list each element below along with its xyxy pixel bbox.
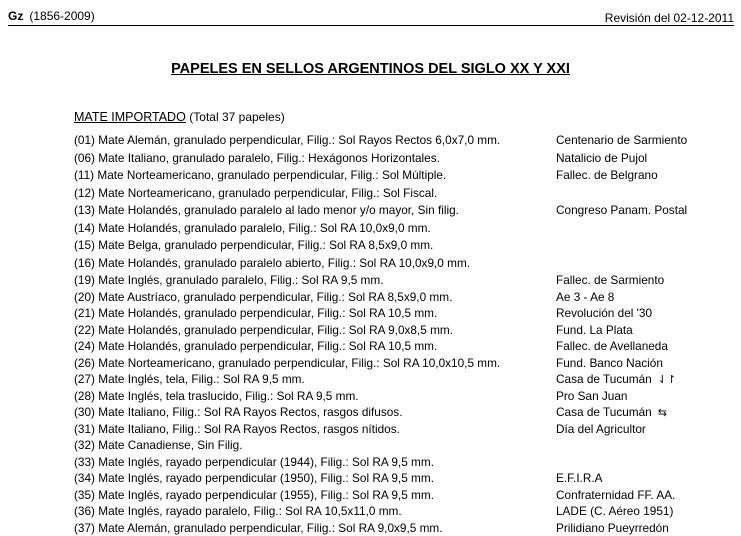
stamp-label: Fallec. de Avellaneda <box>556 339 668 353</box>
list-item <box>74 132 734 150</box>
paper-description: (28) Mate Inglés, tela traslucido, Filig.: Sol RA 9,5 mm. <box>74 388 359 405</box>
stamp-label: LADE (C. Aéreo 1951) <box>556 504 673 518</box>
stamp-name <box>556 404 667 422</box>
header-revision: Revisión del 02-12-2011 <box>605 11 734 25</box>
list-item <box>74 520 734 536</box>
stamp-label: Casa de Tucumán <box>556 372 652 386</box>
paper-description: (19) Mate Inglés, granulado paralelo, Filig.: Sol RA 9,5 mm. <box>74 272 384 289</box>
stamp-name <box>556 470 603 487</box>
stamp-name <box>556 520 669 536</box>
stamp-name <box>556 338 668 355</box>
paper-description: (16) Mate Holandés, granulado paralelo abierto, Filig.: Sol RA 10,0x9,0 mm. <box>74 255 470 273</box>
paper-description: (26) Mate Norteamericano, granulado perpendicular, Filig.: Sol RA 10,0x10,5 mm. <box>74 355 500 372</box>
list-item <box>74 470 734 487</box>
stamp-label: Día del Agricultor <box>556 422 646 436</box>
list-item <box>74 487 734 504</box>
paper-description: (33) Mate Inglés, rayado perpendicular (1944), Filig.: Sol RA 9,5 mm. <box>74 454 434 471</box>
paper-list <box>74 132 734 536</box>
section-name: MATE IMPORTADO <box>74 110 186 124</box>
stamp-name <box>556 305 652 322</box>
paper-description: (14) Mate Holandés, granulado paralelo, Filig.: Sol RA 10,0x9,0 mm. <box>74 220 431 238</box>
list-item <box>74 255 734 273</box>
stamp-label: E.F.I.R.A <box>556 471 603 485</box>
orientation-arrows-icon: ⇃↾ <box>658 374 676 386</box>
header-period: (1856-2009) <box>29 9 94 23</box>
paper-description: (01) Mate Alemán, granulado perpendicular, Filig.: Sol Rayos Rectos 6,0x7,0 mm. <box>74 132 500 150</box>
paper-description: (30) Mate Italiano, Filig.: Sol RA Rayos Rectos, rasgos difusos. <box>74 404 403 421</box>
list-item <box>74 185 734 203</box>
list-item <box>74 167 734 185</box>
header-left <box>8 9 95 23</box>
stamp-name <box>556 132 687 150</box>
stamp-label: Fallec. de Belgrano <box>556 168 658 182</box>
list-item <box>74 322 734 339</box>
list-item <box>74 421 734 438</box>
paper-description: (31) Mate Italiano, Filig.: Sol RA Rayos Rectos, rasgos nítidos. <box>74 421 400 438</box>
paper-description: (37) Mate Alemán, granulado perpendicular, Filig.: Sol RA 9,0x9,5 mm. <box>74 520 443 536</box>
paper-description: (32) Mate Canadiense, Sin Filig. <box>74 437 243 454</box>
paper-description: (22) Mate Holandés, granulado perpendicular, Filig.: Sol RA 9,0x8,5 mm. <box>74 322 453 339</box>
list-item <box>74 237 734 255</box>
orientation-arrows-icon: ⇆ <box>658 407 667 419</box>
list-item <box>74 272 734 289</box>
stamp-name <box>556 421 646 438</box>
stamp-name <box>556 150 647 168</box>
stamp-name <box>556 322 633 339</box>
list-item <box>74 220 734 238</box>
stamp-name <box>556 202 687 220</box>
stamp-name <box>556 487 675 504</box>
stamp-label: Congreso Panam. Postal <box>556 203 687 217</box>
list-item <box>74 150 734 168</box>
stamp-label: Fallec. de Sarmiento <box>556 273 664 287</box>
list-item <box>74 305 734 322</box>
header-code: Gz <box>8 9 23 23</box>
stamp-label: Casa de Tucumán <box>556 405 652 419</box>
list-item <box>74 388 734 405</box>
paper-description: (11) Mate Norteamericano, granulado perpendicular, Filig.: Sol Múltiple. <box>74 167 446 185</box>
paper-description: (24) Mate Holandés, granulado perpendicular, Filig.: Sol RA 10,5 mm. <box>74 338 437 355</box>
stamp-name <box>556 503 673 520</box>
paper-description: (06) Mate Italiano, granulado paralelo, Filig.: Hexágonos Horizontales. <box>74 150 440 168</box>
list-item <box>74 338 734 355</box>
list-item <box>74 454 734 471</box>
paper-description: (21) Mate Holandés, granulado perpendicular, Filig.: Sol RA 10,5 mm. <box>74 305 437 322</box>
stamp-label: Fund. La Plata <box>556 323 633 337</box>
stamp-name <box>556 371 676 389</box>
list-item <box>74 355 734 372</box>
section-heading <box>74 110 285 124</box>
stamp-name <box>556 272 664 289</box>
paper-description: (12) Mate Norteamericano, granulado perpendicular, Filig.: Sol Fiscal. <box>74 185 437 203</box>
stamp-label: Centenario de Sarmiento <box>556 133 687 147</box>
stamp-name <box>556 289 614 306</box>
stamp-label: Pro San Juan <box>556 389 627 403</box>
list-item <box>74 202 734 220</box>
page-header <box>8 5 734 26</box>
stamp-name <box>556 167 658 185</box>
list-item <box>74 503 734 520</box>
stamp-label: Ae 3 - Ae 8 <box>556 290 614 304</box>
list-item <box>74 437 734 454</box>
stamp-label: Prilidiano Pueyrredón <box>556 521 669 535</box>
list-item <box>74 404 734 421</box>
paper-description: (13) Mate Holandés, granulado paralelo al lado menor y/o mayor, Sin filig. <box>74 202 459 220</box>
stamp-label: Natalicio de Pujol <box>556 151 647 165</box>
list-item <box>74 371 734 388</box>
paper-description: (20) Mate Austríaco, granulado perpendicular, Filig.: Sol RA 8,5x9,0 mm. <box>74 289 452 306</box>
paper-description: (15) Mate Belga, granulado perpendicular, Filig.: Sol RA 8,5x9,0 mm. <box>74 237 433 255</box>
stamp-name <box>556 388 627 405</box>
page-title: PAPELES EN SELLOS ARGENTINOS DEL SIGLO XX Y XXI <box>0 61 741 77</box>
stamp-label: Confraternidad FF. AA. <box>556 488 675 502</box>
list-item <box>74 289 734 306</box>
paper-description: (27) Mate Inglés, tela, Filig.: Sol RA 9,5 mm. <box>74 371 305 388</box>
paper-description: (35) Mate Inglés, rayado perpendicular (1955), Filig.: Sol RA 9,5 mm. <box>74 487 434 504</box>
section-total: (Total 37 papeles) <box>189 110 284 124</box>
paper-description: (34) Mate Inglés, rayado perpendicular (1950), Filig.: Sol RA 9,5 mm. <box>74 470 434 487</box>
stamp-label: Revolución del '30 <box>556 306 652 320</box>
stamp-name <box>556 355 663 372</box>
paper-description: (36) Mate Inglés, rayado paralelo, Filig.: Sol RA 10,5x11,0 mm. <box>74 503 402 520</box>
stamp-label: Fund. Banco Nación <box>556 356 663 370</box>
